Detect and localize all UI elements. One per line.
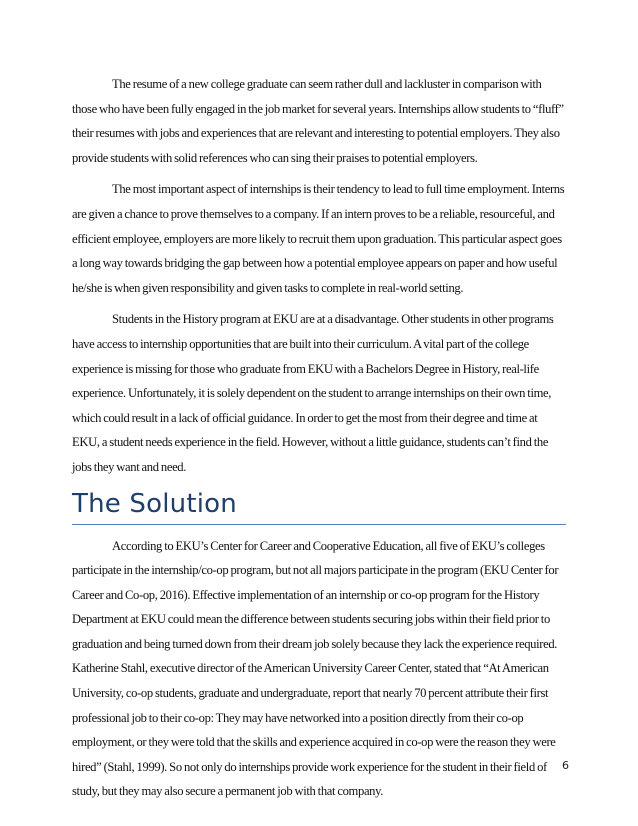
heading-underline bbox=[72, 524, 566, 525]
body-paragraph-full-time-employment: The most important aspect of internships is their tendency to lead to full time employment. Interns are given a chance to prove themselves to a company. If an intern proves to be a reliable, resourceful, and efficient employee, employers are more likely to recruit them upon graduation. This particular aspect goes a long way towards bridging the gap between how a potential employee appears on paper and how useful he/she is when given responsibility and given tasks to complete in real-world setting. bbox=[72, 182, 565, 295]
page-number: 6 bbox=[562, 759, 569, 772]
section-heading: The Solution bbox=[72, 488, 237, 519]
body-paragraph-internship-resumes: The resume of a new college graduate can seem rather dull and lackluster in comparison with those who have been fully engaged in the job market for several years. Internships allow students to “fluff” their resumes with jobs and experiences that are relevant and interesting to potential employers. They also provide students with solid references who can sing their praises to potential employers. bbox=[72, 77, 564, 165]
document-page bbox=[72, 72, 566, 811]
body-paragraph-solution: According to EKU’s Center for Career and Cooperative Education, all five of EKU’s colleges participate in the internship/co-op program, but not all majors participate in the program (EKU Center for Career and Co-op, 2016). Effective implementation of an internship or co-op program for the History Department at EKU could mean the difference between students securing jobs within their field prior to graduation and being turned down from their dream job solely because they lack the experience required. Katherine Stahl, executive director of the American University Career Center, stated that “At American University, co-op students, graduate and undergraduate, report that nearly 70 percent attribute their first professional job to their co-op: They may have networked into a position directly from their co-op employment, or they were told that the skills and experience acquired in co-op were the reason they were hired” (Stahl, 1999). So not only do internships provide work experience for the student in their field of study, but they may also secure a permanent job with that company. bbox=[72, 538, 559, 799]
body-paragraph-history-program: Students in the History program at EKU are at a disadvantage. Other students in other programs have access to internship opportunities that are built into their curriculum. A vital part of the college experience is missing for those who graduate from EKU with a Bachelors Degree in History, real-life experience. Unfortunately, it is solely dependent on the student to arrange internships on their own time, which could result in a lack of official guidance. In order to get the most from their degree and time at EKU, a student needs experience in the field. However, without a little guidance, students can’t find the jobs they want and need. bbox=[72, 312, 554, 474]
